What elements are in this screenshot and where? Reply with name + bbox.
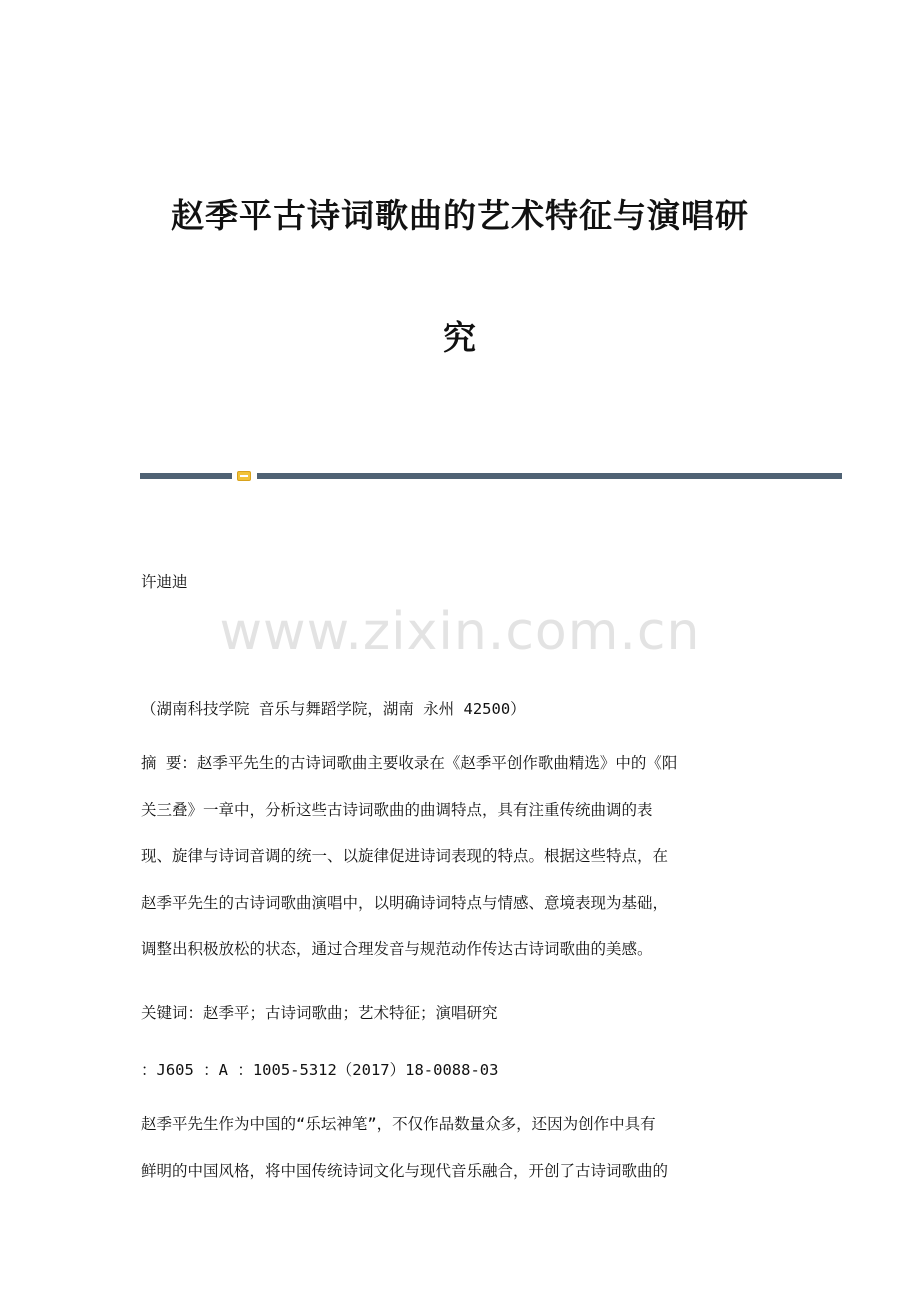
abstract-line: 关三叠》一章中，分析这些古诗词歌曲的曲调特点，具有注重传统曲调的表 [141, 800, 653, 819]
divider-ornament-icon [237, 471, 251, 481]
abstract [141, 753, 677, 986]
title-line-1: 赵季平古诗词歌曲的艺术特征与演唱研 [171, 196, 749, 235]
abstract-line: 现、旋律与诗词音调的统一、以旋律促进诗词表现的特点。根据这些特点，在 [141, 847, 669, 865]
divider-left-bar [140, 473, 232, 479]
author-affiliation: （湖南科技学院 音乐与舞蹈学院，湖南 永州 42500） [141, 700, 526, 718]
title-divider [140, 471, 842, 481]
classification-code: ：J605 ：A ：1005-5312（2017）18-0088-03 [141, 1061, 499, 1079]
divider-right-bar [257, 473, 842, 479]
watermark: www.zixin.com.cn [219, 602, 701, 662]
author-name: 许迪迪 [141, 573, 188, 591]
title-line-2: 究 [443, 318, 477, 357]
body-paragraph [141, 1114, 668, 1207]
abstract-line: 赵季平先生的古诗词歌曲演唱中，以明确诗词特点与情感、意境表现为基础， [141, 893, 669, 912]
abstract-line: 调整出积极放松的状态，通过合理发音与规范动作传达古诗词歌曲的美感。 [141, 940, 653, 958]
abstract-line: 摘 要：赵季平先生的古诗词歌曲主要收录在《赵季平创作歌曲精选》中的《阳 [141, 754, 678, 772]
body-line: 鲜明的中国风格，将中国传统诗词文化与现代音乐融合，开创了古诗词歌曲的 [141, 1161, 669, 1180]
body-line: 赵季平先生作为中国的“乐坛神笔”，不仅作品数量众多，还因为创作中具有 [141, 1115, 656, 1133]
keywords: 关键词：赵季平；古诗词歌曲；艺术特征；演唱研究 [141, 1004, 498, 1022]
